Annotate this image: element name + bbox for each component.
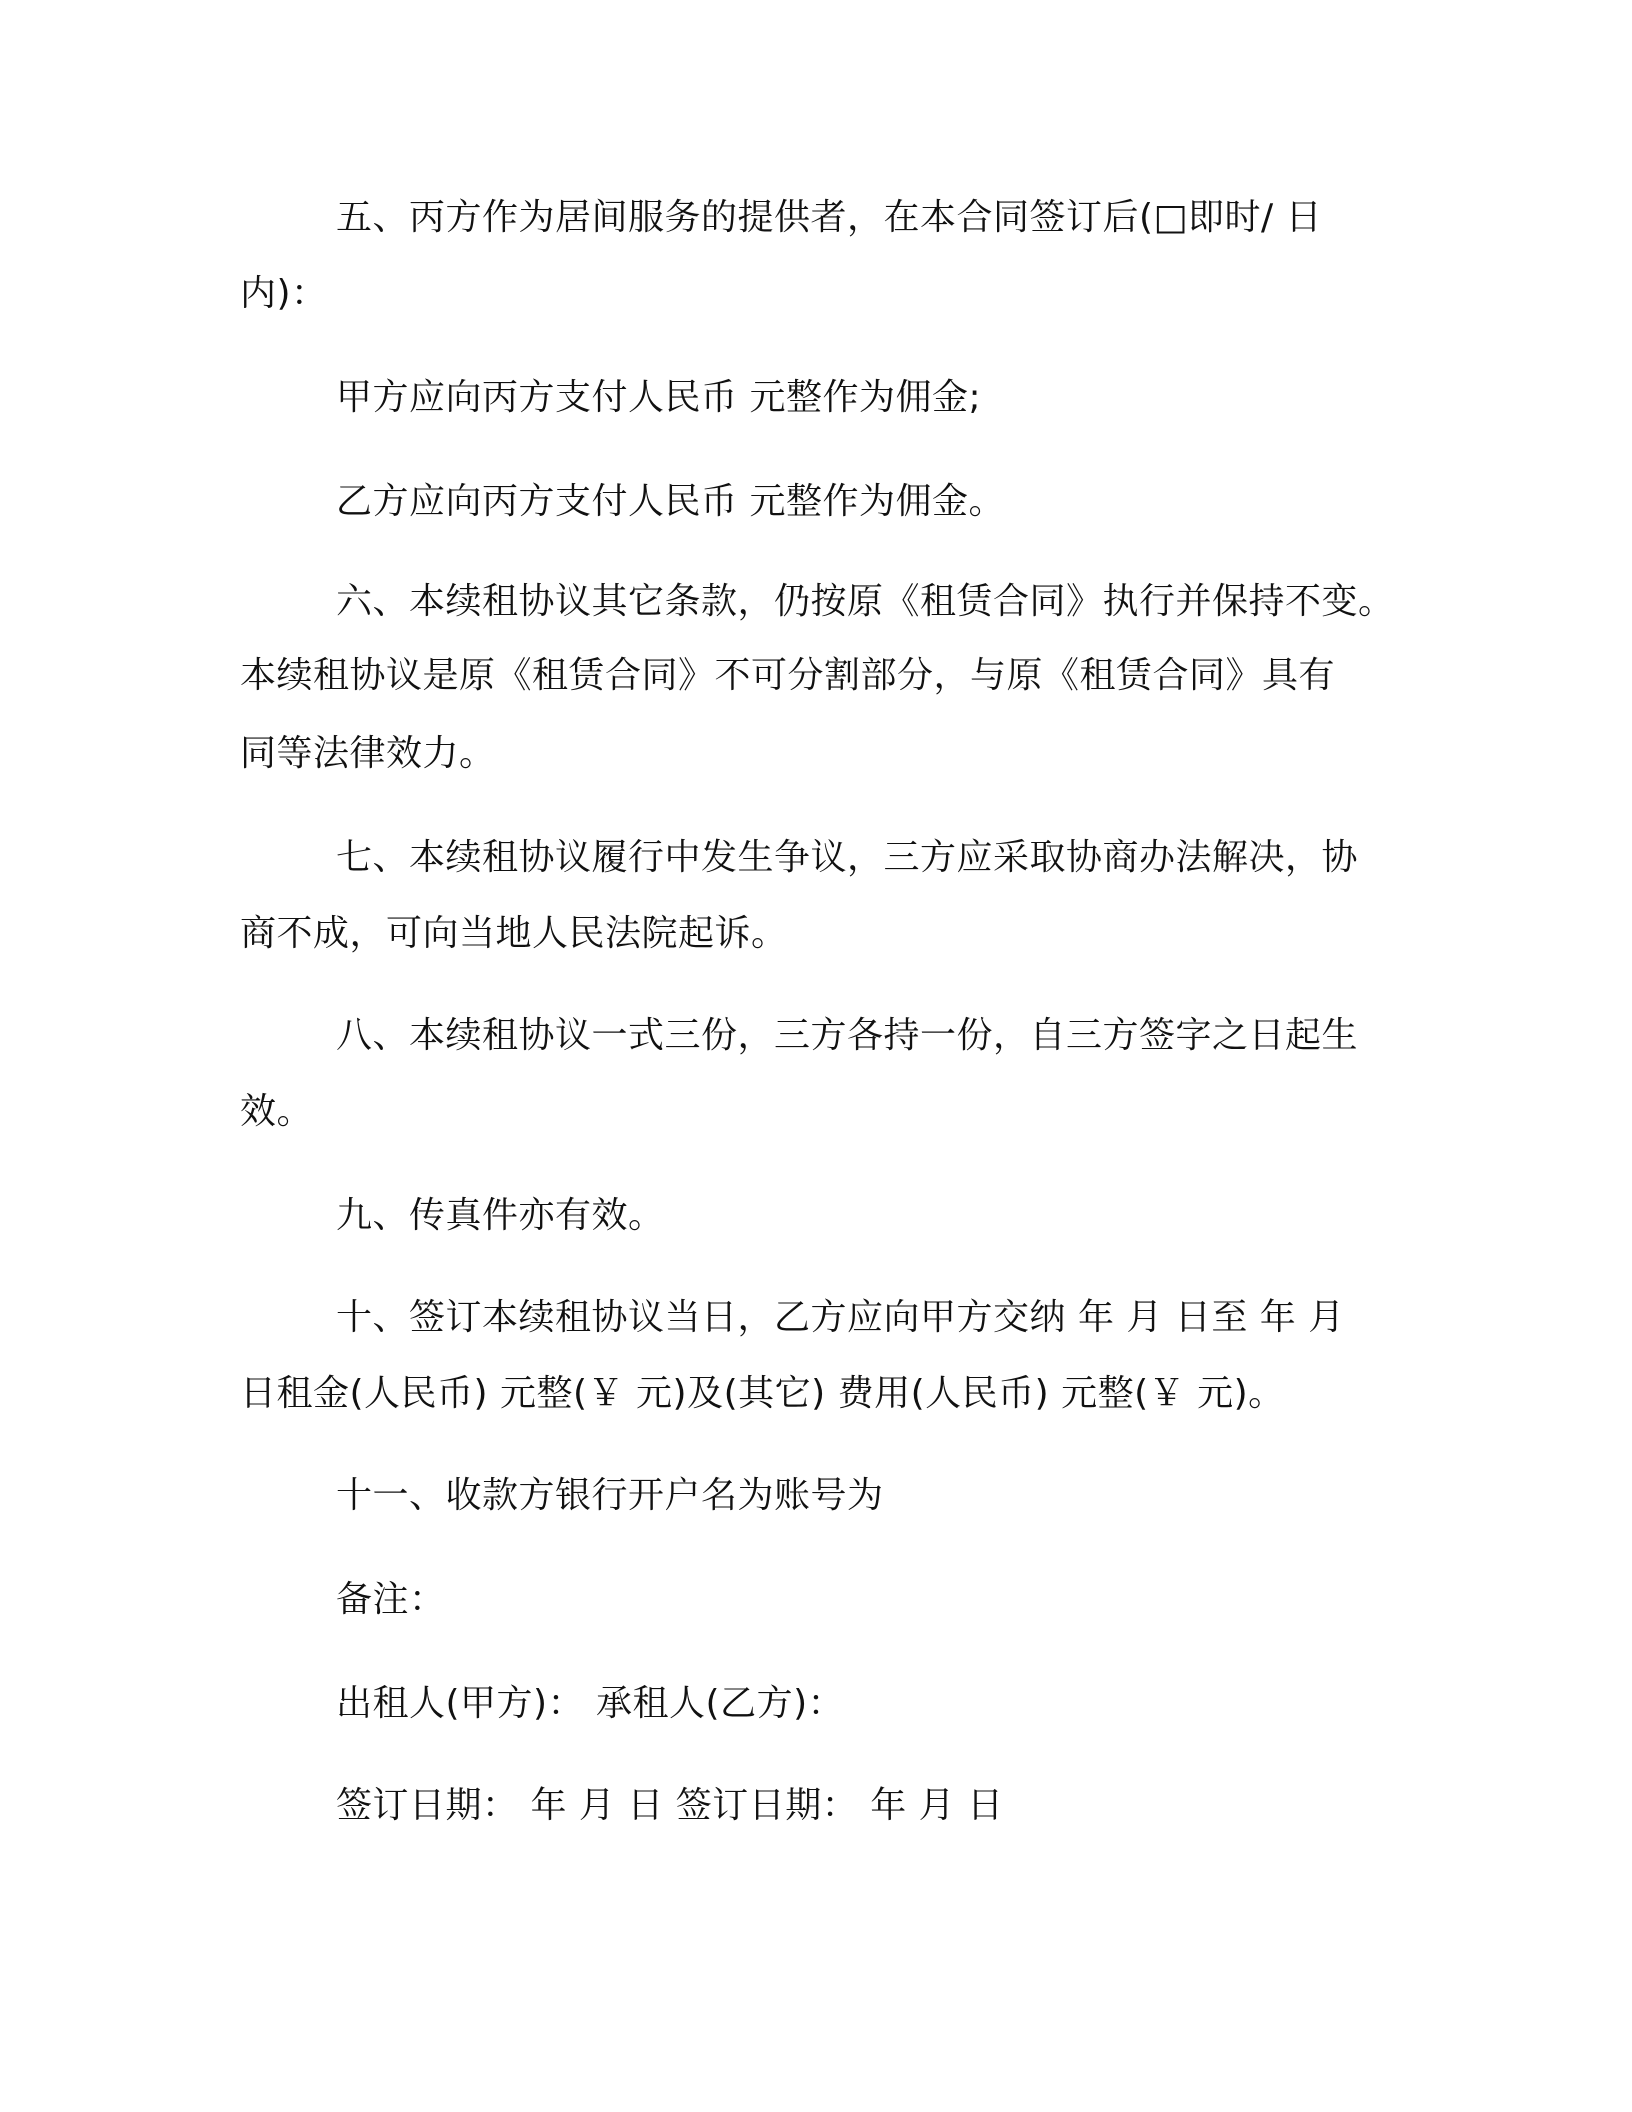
remarks: 备注： xyxy=(336,1579,446,1620)
signature-parties: 出租人(甲方)： 承租人(乙方)： xyxy=(336,1683,845,1724)
clause-5-line-2: 内)： xyxy=(240,273,328,314)
clause-7-line-1: 七、本续租协议履行中发生争议，三方应采取协商办法解决，协 xyxy=(336,837,1359,878)
clause-8-line-2: 效。 xyxy=(240,1091,314,1132)
clause-6-line-3: 同等法律效力。 xyxy=(240,733,496,774)
signature-dates: 签订日期： 年 月 日 签订日期： 年 月 日 xyxy=(336,1785,1004,1826)
clause-11: 十一、收款方银行开户名为账号为 xyxy=(336,1475,884,1516)
clause-10-line-2: 日租金(人民币) 元整(￥ 元)及(其它) 费用(人民币) 元整(￥ 元)。 xyxy=(240,1373,1285,1414)
clause-6-line-2: 本续租协议是原《租赁合同》不可分割部分，与原《租赁合同》具有 xyxy=(240,655,1336,696)
clause-5-line-1: 五、丙方作为居间服务的提供者，在本合同签订后(□即时/ 日 xyxy=(336,197,1323,238)
clause-9: 九、传真件亦有效。 xyxy=(336,1195,665,1236)
clause-7-line-2: 商不成，可向当地人民法院起诉。 xyxy=(240,913,788,954)
party-a-commission: 甲方应向丙方支付人民币 元整作为佣金; xyxy=(336,377,982,418)
clause-8-line-1: 八、本续租协议一式三份，三方各持一份，自三方签字之日起生 xyxy=(336,1015,1359,1056)
clause-10-line-1: 十、签订本续租协议当日，乙方应向甲方交纳 年 月 日至 年 月 xyxy=(336,1297,1345,1338)
party-b-commission: 乙方应向丙方支付人民币 元整作为佣金。 xyxy=(336,481,1005,522)
clause-6-line-1: 六、本续租协议其它条款，仍按原《租赁合同》执行并保持不变。 xyxy=(336,581,1395,622)
